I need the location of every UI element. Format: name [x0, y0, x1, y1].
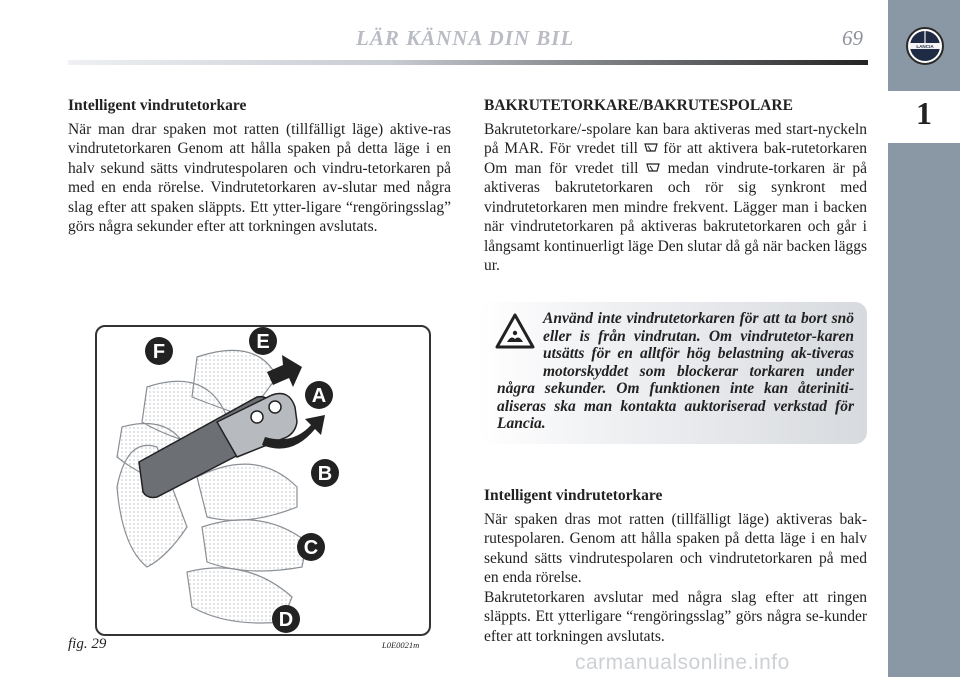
left-section-body: När man drar spaken mot ratten (tillfälligt läge) aktive-ras vindrutetorkaren Genom att hålla spaken på detta läge i en halv sekund sätts vindrutespolaren och vindru-tetorkaren på med en enda rörelse. Vindrutetorkaren av-slutar med några slag efter att spaken släppts. Ett ytter-ligare “rengöringsslag” görs några sekunder efter att torkningen avslutats. [68, 120, 451, 235]
figure-label-d: D [278, 609, 294, 631]
wiper-lever-illustration [97, 327, 429, 634]
intelligent-rear-heading: Intelligent vindrutetorkare [484, 487, 663, 504]
figure-code: L0E0021m [382, 640, 420, 650]
page-number: 69 [842, 26, 863, 50]
rear-wiper-section [484, 96, 867, 276]
figure-label-b: B [317, 463, 333, 485]
rear-wiper-body [484, 120, 867, 276]
rear-wiper-body-part2: för att aktivera bak-rutetorkaren Om man för vredet till [484, 140, 867, 177]
rear-wiper-heading: BAKRUTETORKARE/BAKRUTESPOLARE [484, 97, 793, 114]
left-section [68, 96, 451, 237]
running-header-title: LÄR KÄNNA DIN BIL [356, 26, 575, 50]
header-rule [68, 60, 868, 65]
figure-caption: fig. 29 [68, 636, 107, 652]
warning-text: Använd inte vindrutetorkaren för att ta bort snö eller is från vindrutan. Om vindrutetor-karen utsätts för en alltför hög belastning ak-tiveras motorskyddet som blockerar torkaren under några sekunder. Om funktionen inte kan återiniti-aliseras ska man kontakta auktoriserad verkstad för Lancia. [497, 310, 854, 432]
rear-wiper-body-part1: Bakrutetorkare/-spolare kan bara aktiveras med start-nyckeln på MAR. För vredet till [484, 120, 867, 157]
rear-wiper-icon [644, 142, 658, 154]
intelligent-rear-para2: Bakrutetorkaren avslutar med några slag efter att ringen släppts. Ett ytterligare “rengöringsslag” görs några se-kunder efter att torkningen avslutats. [484, 588, 867, 645]
warning-text-container [497, 310, 854, 433]
logo-wordmark: LANCIA [916, 44, 934, 49]
intelligent-rear-section [484, 486, 867, 646]
figure-label-f: F [152, 341, 166, 363]
watermark: carmanualsonline.info [575, 651, 790, 674]
warning-icon-spacer [497, 310, 543, 364]
figure-29-frame [95, 325, 431, 636]
figure-label-a: A [311, 385, 327, 407]
rear-wiper-body-part3: medan vindrute-torkaren är på aktiveras bakrutetorkaren och rör sig synkront med vindrutetorkaren men mindre frekvent. Lägger man i backen när vindrutetorkaren på aktiveras bakrutetorkaren och går i långsamt kontinuerligt läge Den slutar då gå när backen läggs ur. [484, 159, 867, 274]
figure-label-c: C [303, 537, 319, 559]
lancia-logo-icon [905, 26, 945, 66]
left-section-heading: Intelligent vindrutetorkare [68, 97, 247, 114]
chapter-number: 1 [916, 95, 932, 131]
rear-wiper-icon [646, 162, 660, 174]
intelligent-rear-para1: När spaken dras mot ratten (tillfälligt läge) aktiveras bak-rutespolaren. Genom att hålla spaken på detta läge i en halv sekund sätts vindrutespolaren och vindrutetorkaren på med en enda rörelse. [484, 510, 867, 586]
figure-label-e: E [256, 331, 270, 353]
